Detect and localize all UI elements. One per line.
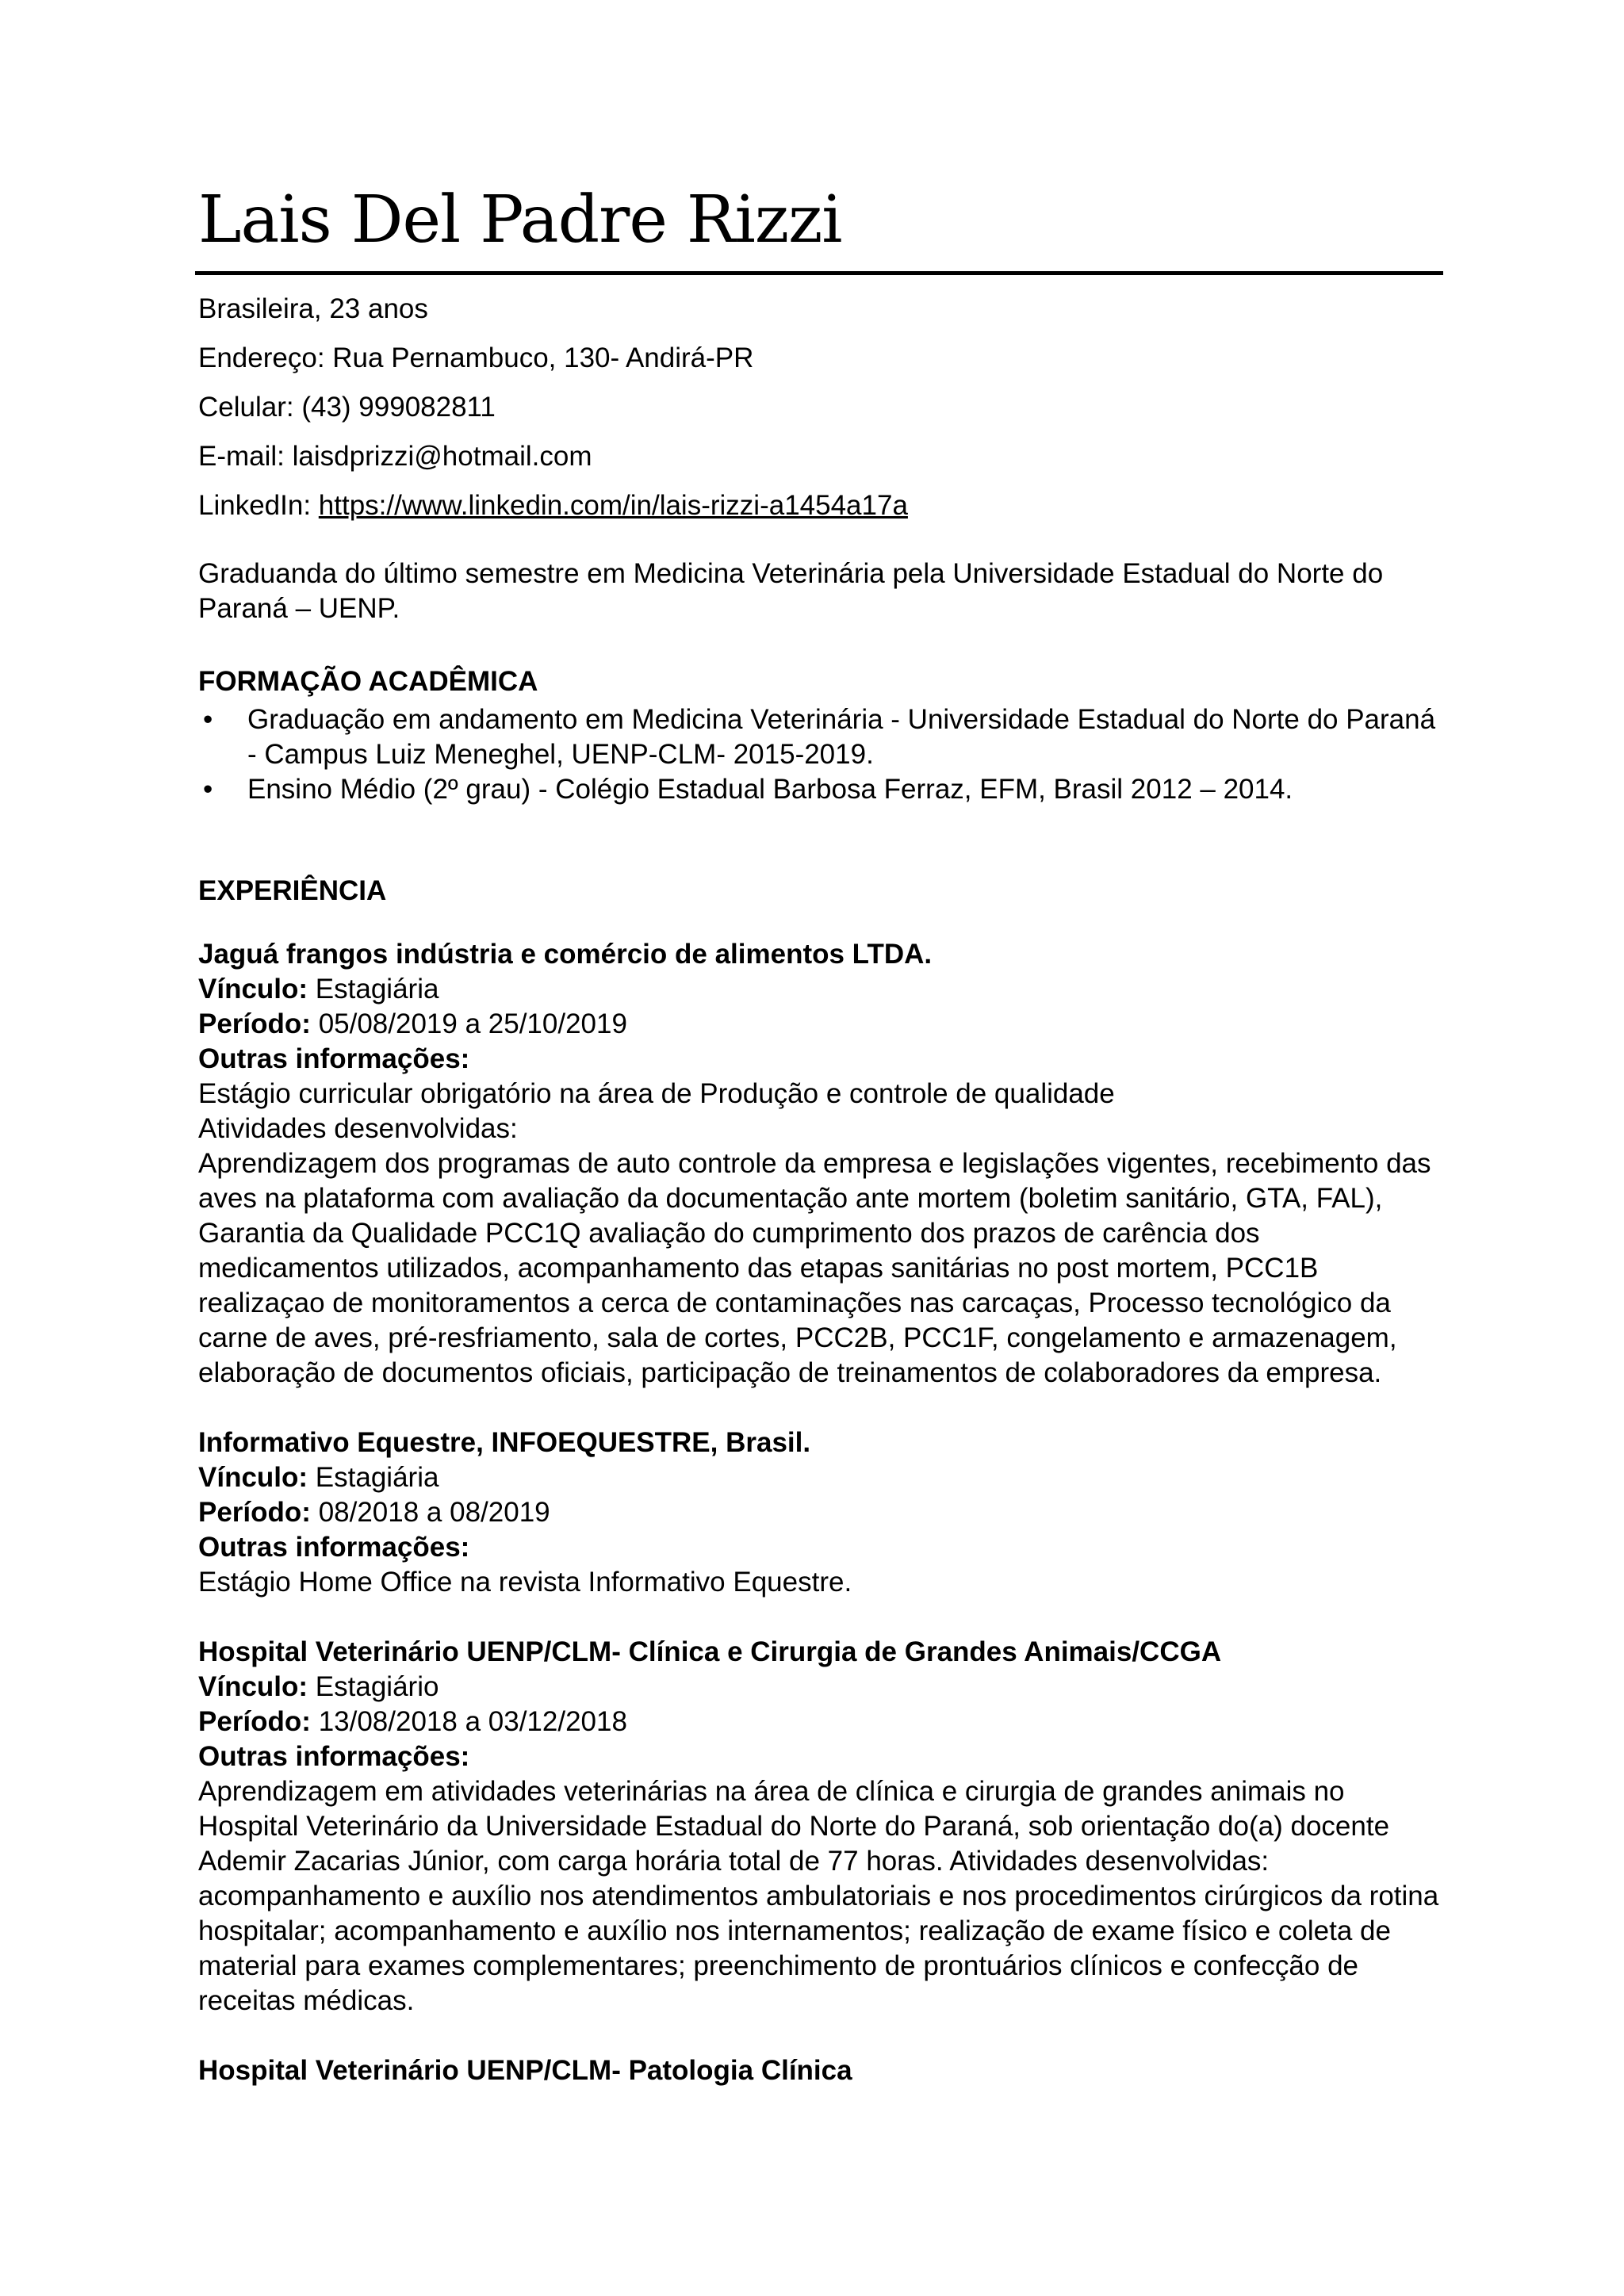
- formacao-list: [198, 702, 1445, 807]
- job-entry: [198, 1635, 1445, 2019]
- job-company: Informativo Equestre, INFOEQUESTRE, Brasil.: [198, 1427, 811, 1458]
- outras-label: Outras informações:: [198, 1043, 470, 1074]
- vinculo-label: Vínculo:: [198, 974, 308, 1004]
- bullet-icon: •: [203, 774, 213, 805]
- job-line: Atividades desenvolvidas:: [198, 1113, 518, 1144]
- contact-block: [198, 292, 908, 538]
- job-periodo: [198, 1007, 1445, 1042]
- job-periodo: [198, 1495, 1445, 1530]
- vinculo-value: Estagiária: [315, 1462, 439, 1493]
- address: Endereço: Rua Pernambuco, 130- Andirá-PR: [198, 342, 754, 373]
- formacao-title: FORMAÇÃO ACADÊMICA: [198, 666, 538, 697]
- outras-label: Outras informações:: [198, 1741, 470, 1772]
- job-vinculo: [198, 972, 1445, 1007]
- job-line: Estágio curricular obrigatório na área de Produção e controle de qualidade: [198, 1078, 1115, 1109]
- job-company: Jaguá frangos indústria e comércio de alimentos LTDA.: [198, 939, 933, 970]
- formacao-section: [198, 664, 1445, 807]
- vinculo-value: Estagiário: [315, 1671, 439, 1702]
- formacao-item-text: Graduação em andamento em Medicina Veterinária - Universidade Estadual do Norte do Paraná - Campus Luiz Meneghel, UENP-CLM- 2015-2019.: [247, 704, 1436, 770]
- linkedin-label: LinkedIn:: [198, 490, 312, 521]
- formacao-item: [198, 702, 1445, 772]
- periodo-label: Período:: [198, 1497, 311, 1528]
- job-entry: [198, 2053, 1445, 2088]
- phone: Celular: (43) 999082811: [198, 392, 496, 423]
- periodo-label: Período:: [198, 1706, 311, 1737]
- vinculo-value: Estagiária: [315, 974, 439, 1004]
- job-periodo: [198, 1705, 1445, 1739]
- job-vinculo: [198, 1460, 1445, 1495]
- job-vinculo: [198, 1670, 1445, 1705]
- job-description: Aprendizagem em atividades veterinárias na área de clínica e cirurgia de grandes animais no Hospital Veterinário da Universidade Estadual do Norte do Paraná, sob orientação do(a) docente Ademir Zacarias Júnior, com carga horária total de 77 horas. Atividades desenvolvidas: acompanhamento e auxílio nos atendimentos ambulatoriais e nos procedimentos cirúrgicos da rotina hospitalar; acompanhamento e auxílio nos internamentos; realização de exame físico e coleta de material para exames complementares; preenchimento de prontuários clínicos e confecção de receitas médicas.: [198, 1776, 1439, 2016]
- vinculo-label: Vínculo:: [198, 1462, 308, 1493]
- email: E-mail: laisdprizzi@hotmail.com: [198, 441, 592, 472]
- formacao-item-text: Ensino Médio (2º grau) - Colégio Estadual Barbosa Ferraz, EFM, Brasil 2012 – 2014.: [247, 774, 1293, 805]
- job-description: Estágio Home Office na revista Informativo Equestre.: [198, 1567, 852, 1598]
- job-description: Aprendizagem dos programas de auto controle da empresa e legislações vigentes, recebimento das aves na plataforma com avaliação da documentação ante mortem (boletim sanitário, GTA, FAL), Garantia da Qualidade PCC1Q avaliação do cumprimento dos prazos de carência dos medicamentos utilizados, acompanhamento das etapas sanitárias no post mortem, PCC1B realizaçao de monitoramentos a cerca de contaminações nas carcaças, Processo tecnológico da carne de aves, pré-resfriamento, sala de cortes, PCC2B, PCC1F, congelamento e armazenagem, elaboração de documentos oficiais, participação de treinamentos de colaboradores da empresa.: [198, 1148, 1431, 1388]
- vinculo-label: Vínculo:: [198, 1671, 308, 1702]
- resume-name: Lais Del Padre Rizzi: [198, 182, 842, 258]
- periodo-value: 08/2018 a 08/2019: [318, 1497, 550, 1528]
- periodo-label: Período:: [198, 1008, 311, 1039]
- linkedin-link[interactable]: https://www.linkedin.com/in/lais-rizzi-a1454a17a: [318, 490, 908, 521]
- outras-label: Outras informações:: [198, 1532, 470, 1563]
- bullet-icon: •: [203, 704, 213, 735]
- experiencia-section: [198, 874, 1445, 2088]
- nationality-age: Brasileira, 23 anos: [198, 293, 428, 324]
- job-company: Hospital Veterinário UENP/CLM- Patologia Clínica: [198, 2055, 852, 2086]
- periodo-value: 13/08/2018 a 03/12/2018: [318, 1706, 627, 1737]
- name-divider: [195, 271, 1443, 275]
- periodo-value: 05/08/2019 a 25/10/2019: [318, 1008, 627, 1039]
- job-entry: [198, 937, 1445, 1391]
- summary: Graduanda do último semestre em Medicina Veterinária pela Universidade Estadual do Norte do Paraná – UENP.: [198, 558, 1384, 624]
- experiencia-title: EXPERIÊNCIA: [198, 875, 387, 906]
- linkedin-row: [198, 488, 908, 538]
- formacao-item: [198, 772, 1445, 807]
- job-company: Hospital Veterinário UENP/CLM- Clínica e Cirurgia de Grandes Animais/CCGA: [198, 1636, 1222, 1667]
- job-entry: [198, 1425, 1445, 1600]
